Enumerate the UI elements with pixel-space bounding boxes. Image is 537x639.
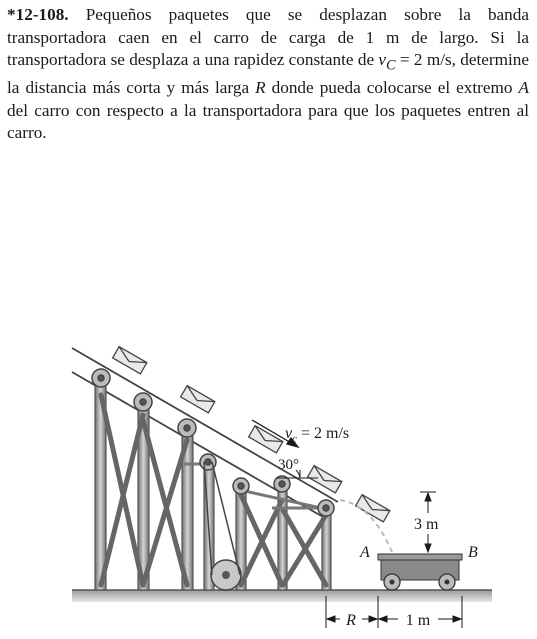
velocity-label: $v_c = 2$ m/s [285,425,350,445]
point-A-label: A [360,544,370,561]
cart-length-label: 1 m [405,612,431,629]
R-label: R [346,612,356,629]
problem-number: *12-108. [7,5,69,24]
velocity-subscript: C [386,57,396,74]
problem-text-2: = 2 m/s, determine la distancia más corta y más larga [7,50,529,98]
problem-text-4: del carro con respecto a la transportadora para que los paquetes entren al carro. [7,100,529,143]
problem-text-1: Pequeños paquetes que se desplazan sobre la banda transportadora caen en el carro de carga de 1 m de largo. Si la transportadora se desplaza a una rapidez constante de [7,5,530,70]
cart [378,554,462,590]
angle-label: 30° [278,457,299,473]
height-label: 3 m [414,516,439,533]
point-symbol: A [518,78,529,98]
velocity-symbol: v [378,50,387,70]
truss-frame [95,378,331,590]
problem-text-3: donde pueda colocarse el extremo [265,78,519,98]
ground [72,590,492,602]
distance-symbol: R [255,78,266,98]
point-B-label: B [468,544,478,561]
